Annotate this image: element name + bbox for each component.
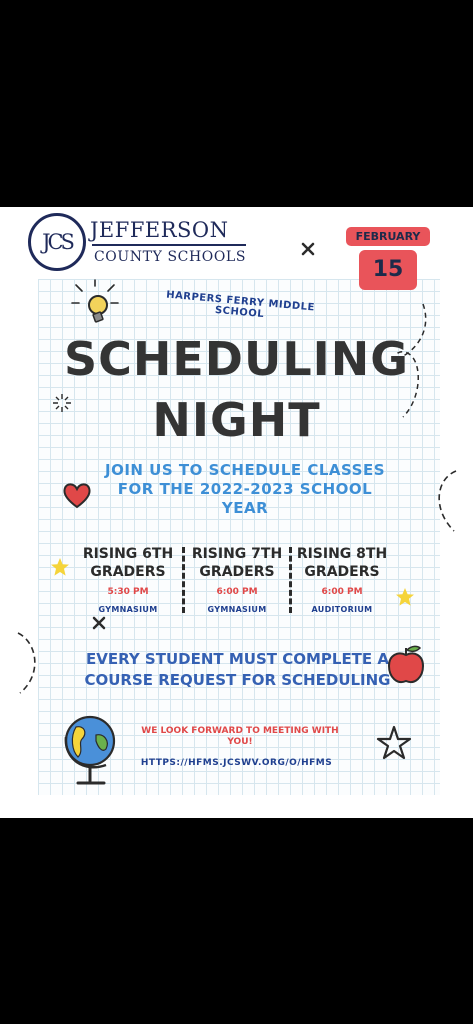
grade-separator [182,547,185,613]
apple-icon [384,643,428,687]
grade-time: 5:30 PM [107,587,149,597]
grade-name: RISING 6TH GRADERS [82,546,174,580]
grade-place: AUDITORIUM [311,605,373,614]
logo-divider [92,244,246,246]
cross-icon [301,242,315,256]
title-line-2: NIGHT [152,393,321,447]
invite-text: JOIN US TO SCHEDULE CLASSES FOR THE 2022-2023 SCHOOL YEAR [104,461,386,517]
district-logo [28,213,250,277]
date-badge [346,227,430,290]
logo-subtitle: COUNTY SCHOOLS [94,249,247,265]
website-url[interactable]: HTTPS://HFMS.JCSWV.ORG/O/HFMS [140,758,333,768]
requirement-text: EVERY STUDENT MUST COMPLETE A COURSE REQUEST FOR SCHEDULING [84,650,391,689]
school-name: HARPERS FERRY MIDDLE SCHOOL [165,289,316,321]
date-day: 15 [359,250,417,290]
date-month: FEBRUARY [346,227,430,246]
title-line-1: SCHEDULING [63,332,410,386]
grade-place: GYMNASIUM [98,605,158,614]
star-outline-icon [376,725,412,761]
arc-decoration [430,469,460,535]
lightbulb-icon [70,279,120,331]
sparkle-icon [52,393,72,413]
grade-time: 6:00 PM [216,587,258,597]
logo-monogram: JCS [28,213,86,271]
heart-icon [62,481,92,511]
closing-text: WE LOOK FORWARD TO MEETING WITH YOU! [141,726,339,747]
grade-name: RISING 8TH GRADERS [296,546,388,580]
grade-7-block [187,545,287,614]
star-icon [395,587,415,607]
globe-icon [58,707,124,789]
flyer [0,207,473,818]
grade-time: 6:00 PM [321,587,363,597]
arc-decoration [14,631,44,697]
star-icon [50,557,70,577]
grade-8-block [292,545,392,614]
grade-name: RISING 7TH GRADERS [191,546,283,580]
grade-6-block [78,545,178,614]
cross-icon [92,616,106,630]
logo-name: JEFFERSON [90,218,229,242]
grade-place: GYMNASIUM [207,605,267,614]
